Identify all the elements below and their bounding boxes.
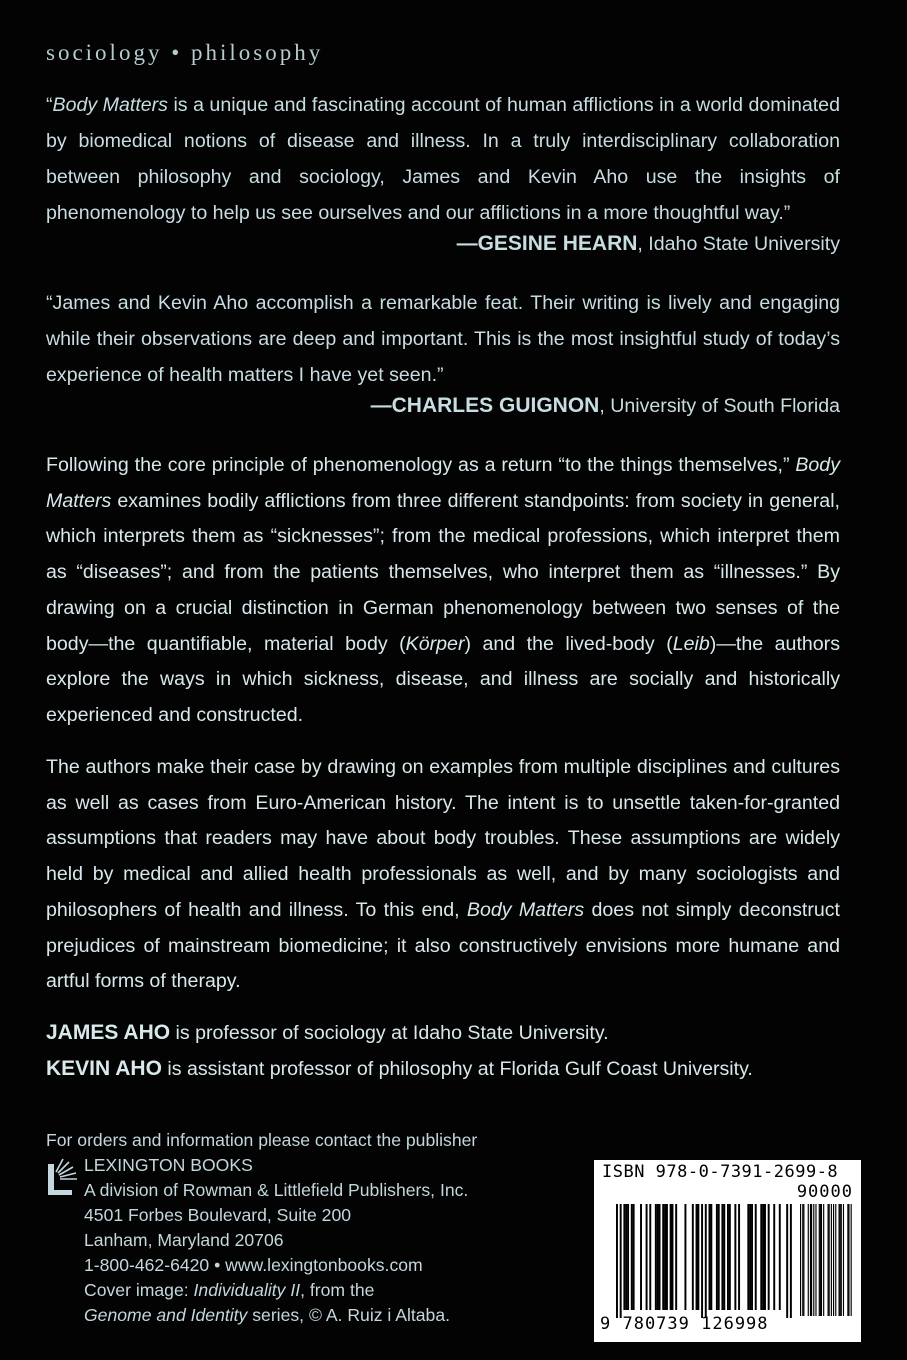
barcode-addon-bar [803, 1204, 804, 1316]
barcode-addon-bar [800, 1204, 801, 1316]
barcode-bar [749, 1204, 751, 1310]
barcode-bar [649, 1204, 651, 1310]
barcode-addon-bar [831, 1204, 832, 1316]
publisher-info [46, 1128, 566, 1328]
barcode-bar [760, 1204, 762, 1310]
author-bio-2: KEVIN AHO is assistant professor of philosophy at Florida Gulf Coast University. [46, 1057, 753, 1080]
publisher-division: A division of Rowman & Littlefield Publishers, Inc. [84, 1180, 469, 1200]
barcode-bar [738, 1204, 740, 1310]
cover-credit-line-2: Genome and Identity series, © A. Ruiz i Altaba. [84, 1305, 451, 1325]
barcode-bar [710, 1204, 712, 1310]
barcode-bar [701, 1204, 703, 1318]
barcode-bar [631, 1204, 633, 1310]
ean-number: 9 780739 126998 [600, 1314, 769, 1334]
barcode-bar [666, 1204, 668, 1310]
cover-credit-line-1: Cover image: Individuality II, from the [84, 1280, 375, 1300]
barcode-bar [751, 1204, 753, 1310]
author-bio-1: JAMES AHO is professor of sociology at Idaho State University. [46, 1021, 609, 1044]
barcode-bar [734, 1204, 736, 1310]
barcode-addon-bar [841, 1204, 842, 1316]
price-code: 90000 [796, 1182, 853, 1202]
barcode-addon-bar [840, 1204, 841, 1316]
reviewer-name: —GESINE HEARN [456, 232, 638, 255]
publisher-name: LEXINGTON BOOKS [84, 1155, 253, 1175]
barcode-bar [655, 1204, 657, 1310]
barcode-bar [616, 1204, 618, 1318]
barcode-bar [762, 1204, 764, 1310]
barcode-addon-bar [835, 1204, 836, 1316]
barcode-addon-bar [839, 1204, 840, 1316]
barcode [594, 1160, 861, 1342]
barcode-bar [729, 1204, 731, 1310]
book-title: Body Matters [52, 94, 168, 116]
barcode-addon-bar [833, 1204, 834, 1316]
review-attribution-2 [371, 394, 840, 418]
reviewer-affiliation: , Idaho State University [637, 233, 840, 255]
barcode-addon-bar [823, 1204, 824, 1316]
barcode-bar [657, 1204, 659, 1310]
barcode-bar [672, 1204, 674, 1310]
author-name: JAMES AHO [46, 1021, 171, 1044]
barcode-bar [773, 1204, 775, 1310]
barcode-addon-bar [802, 1204, 803, 1316]
author-name: KEVIN AHO [46, 1057, 162, 1080]
barcode-bar [627, 1204, 629, 1310]
barcode-bar [723, 1204, 725, 1310]
barcode-addon-bar [851, 1204, 852, 1316]
barcode-bar [764, 1204, 766, 1310]
barcode-addon-bar [828, 1204, 829, 1316]
barcode-bar [768, 1204, 770, 1310]
barcode-addon-bar [820, 1204, 821, 1316]
barcode-bar [640, 1204, 642, 1310]
barcode-addon-bar [808, 1204, 809, 1316]
barcode-bar [684, 1204, 686, 1310]
barcode-bar [716, 1204, 718, 1310]
barcode-bar [623, 1204, 625, 1310]
barcode-bar [779, 1204, 781, 1310]
reviewer-name: —CHARLES GUIGNON [370, 394, 600, 417]
barcode-bar [659, 1204, 661, 1310]
barcode-addon-bar [810, 1204, 811, 1316]
barcode-addon-bar [829, 1204, 830, 1316]
barcode-bar [727, 1204, 729, 1310]
barcode-addon-bar [848, 1204, 849, 1316]
barcode-bar [692, 1204, 694, 1310]
publisher-contact: 1-800-462-6420 • www.lexingtonbooks.com [84, 1255, 423, 1275]
barcode-bar [664, 1204, 666, 1310]
publisher-address-line-1: 4501 Forbes Boulevard, Suite 200 [84, 1205, 352, 1225]
barcode-bar [625, 1204, 627, 1310]
barcode-bar [633, 1204, 635, 1310]
barcode-bar [646, 1204, 648, 1310]
barcode-bar [697, 1204, 699, 1310]
description-paragraph-1: Following the core principle of phenomenology as a return “to the things themselves,” Body Matters examines bodily afflictions from three different standpoints: from society in general, which interprets them as “sicknesses”; from the medical professions, which interpret them as “diseases”; and from the patients themselves, who interpret them as “illnesses.” By drawing on a crucial distinction in German phenomenology between two senses of the body—the quantifiable, material body (Körper) and the lived-body (Leib)—the authors explore the ways in which sickness, disease, and illness are socially and historically experienced and constructed. [46, 454, 840, 726]
review-quote-2: “James and Kevin Aho accomplish a remarkable feat. Their writing is lively and engaging while their observations are deep and important. This is the most insightful study of today’s experience of health matters I have yet seen.” [46, 292, 840, 386]
barcode-addon-bar [813, 1204, 814, 1316]
barcode-addon-bar [811, 1204, 812, 1316]
barcode-addon-bar [843, 1204, 844, 1316]
barcode-addon-bar [821, 1204, 822, 1316]
barcode-bar [675, 1204, 677, 1310]
barcode-bar [721, 1204, 723, 1310]
barcode-addon-bar [847, 1204, 848, 1316]
isbn-number: ISBN 978-0-7391-2699-8 [602, 1162, 839, 1182]
barcode-bar [786, 1204, 788, 1318]
book-title: Body Matters [46, 454, 840, 512]
barcode-addon-bar [815, 1204, 816, 1316]
barcode-bar [790, 1204, 792, 1318]
barcode-bar [696, 1204, 698, 1310]
barcode-bar [670, 1204, 672, 1310]
book-title: Body Matters [466, 898, 585, 921]
barcode-bar [709, 1204, 711, 1310]
reviewer-affiliation: , University of South Florida [599, 395, 840, 417]
barcode-bar [747, 1204, 749, 1310]
publisher-intro: For orders and information please contact the publisher [46, 1130, 478, 1150]
review-attribution-1 [457, 232, 840, 256]
publisher-address-line-2: Lanham, Maryland 20706 [84, 1230, 284, 1250]
barcode-addon-bar [819, 1204, 820, 1316]
barcode-bar [705, 1204, 707, 1318]
barcode-bar [662, 1204, 664, 1310]
barcode-bar [620, 1204, 622, 1318]
description-paragraph-2: The authors make their case by drawing on examples from multiple disciplines and cultures as well as cases from Euro-American history. The intent is to unsettle taken-for-granted assumptions that readers may have about body troubles. These assumptions are widely held by medical and allied health professionals as well, and by many sociologists and philosophers of health and illness. To this end, Body Matters does not simply deconstruct prejudices of mainstream biomedicine; it also constructively envisions more humane and artful forms of therapy. [46, 756, 840, 993]
barcode-bar [755, 1204, 757, 1310]
barcode-bar [718, 1204, 720, 1310]
review-quote-1: “Body Matters is a unique and fascinating account of human afflictions in a world dominated by biomedical notions of disease and illness. In a truly interdisciplinary collaboration between philosophy and sociology, James and Kevin Aho use the insights of phenomenology to help us see ourselves and our afflictions in a more thoughtful way.” [46, 94, 840, 224]
category-label: sociology • philosophy [46, 40, 324, 65]
